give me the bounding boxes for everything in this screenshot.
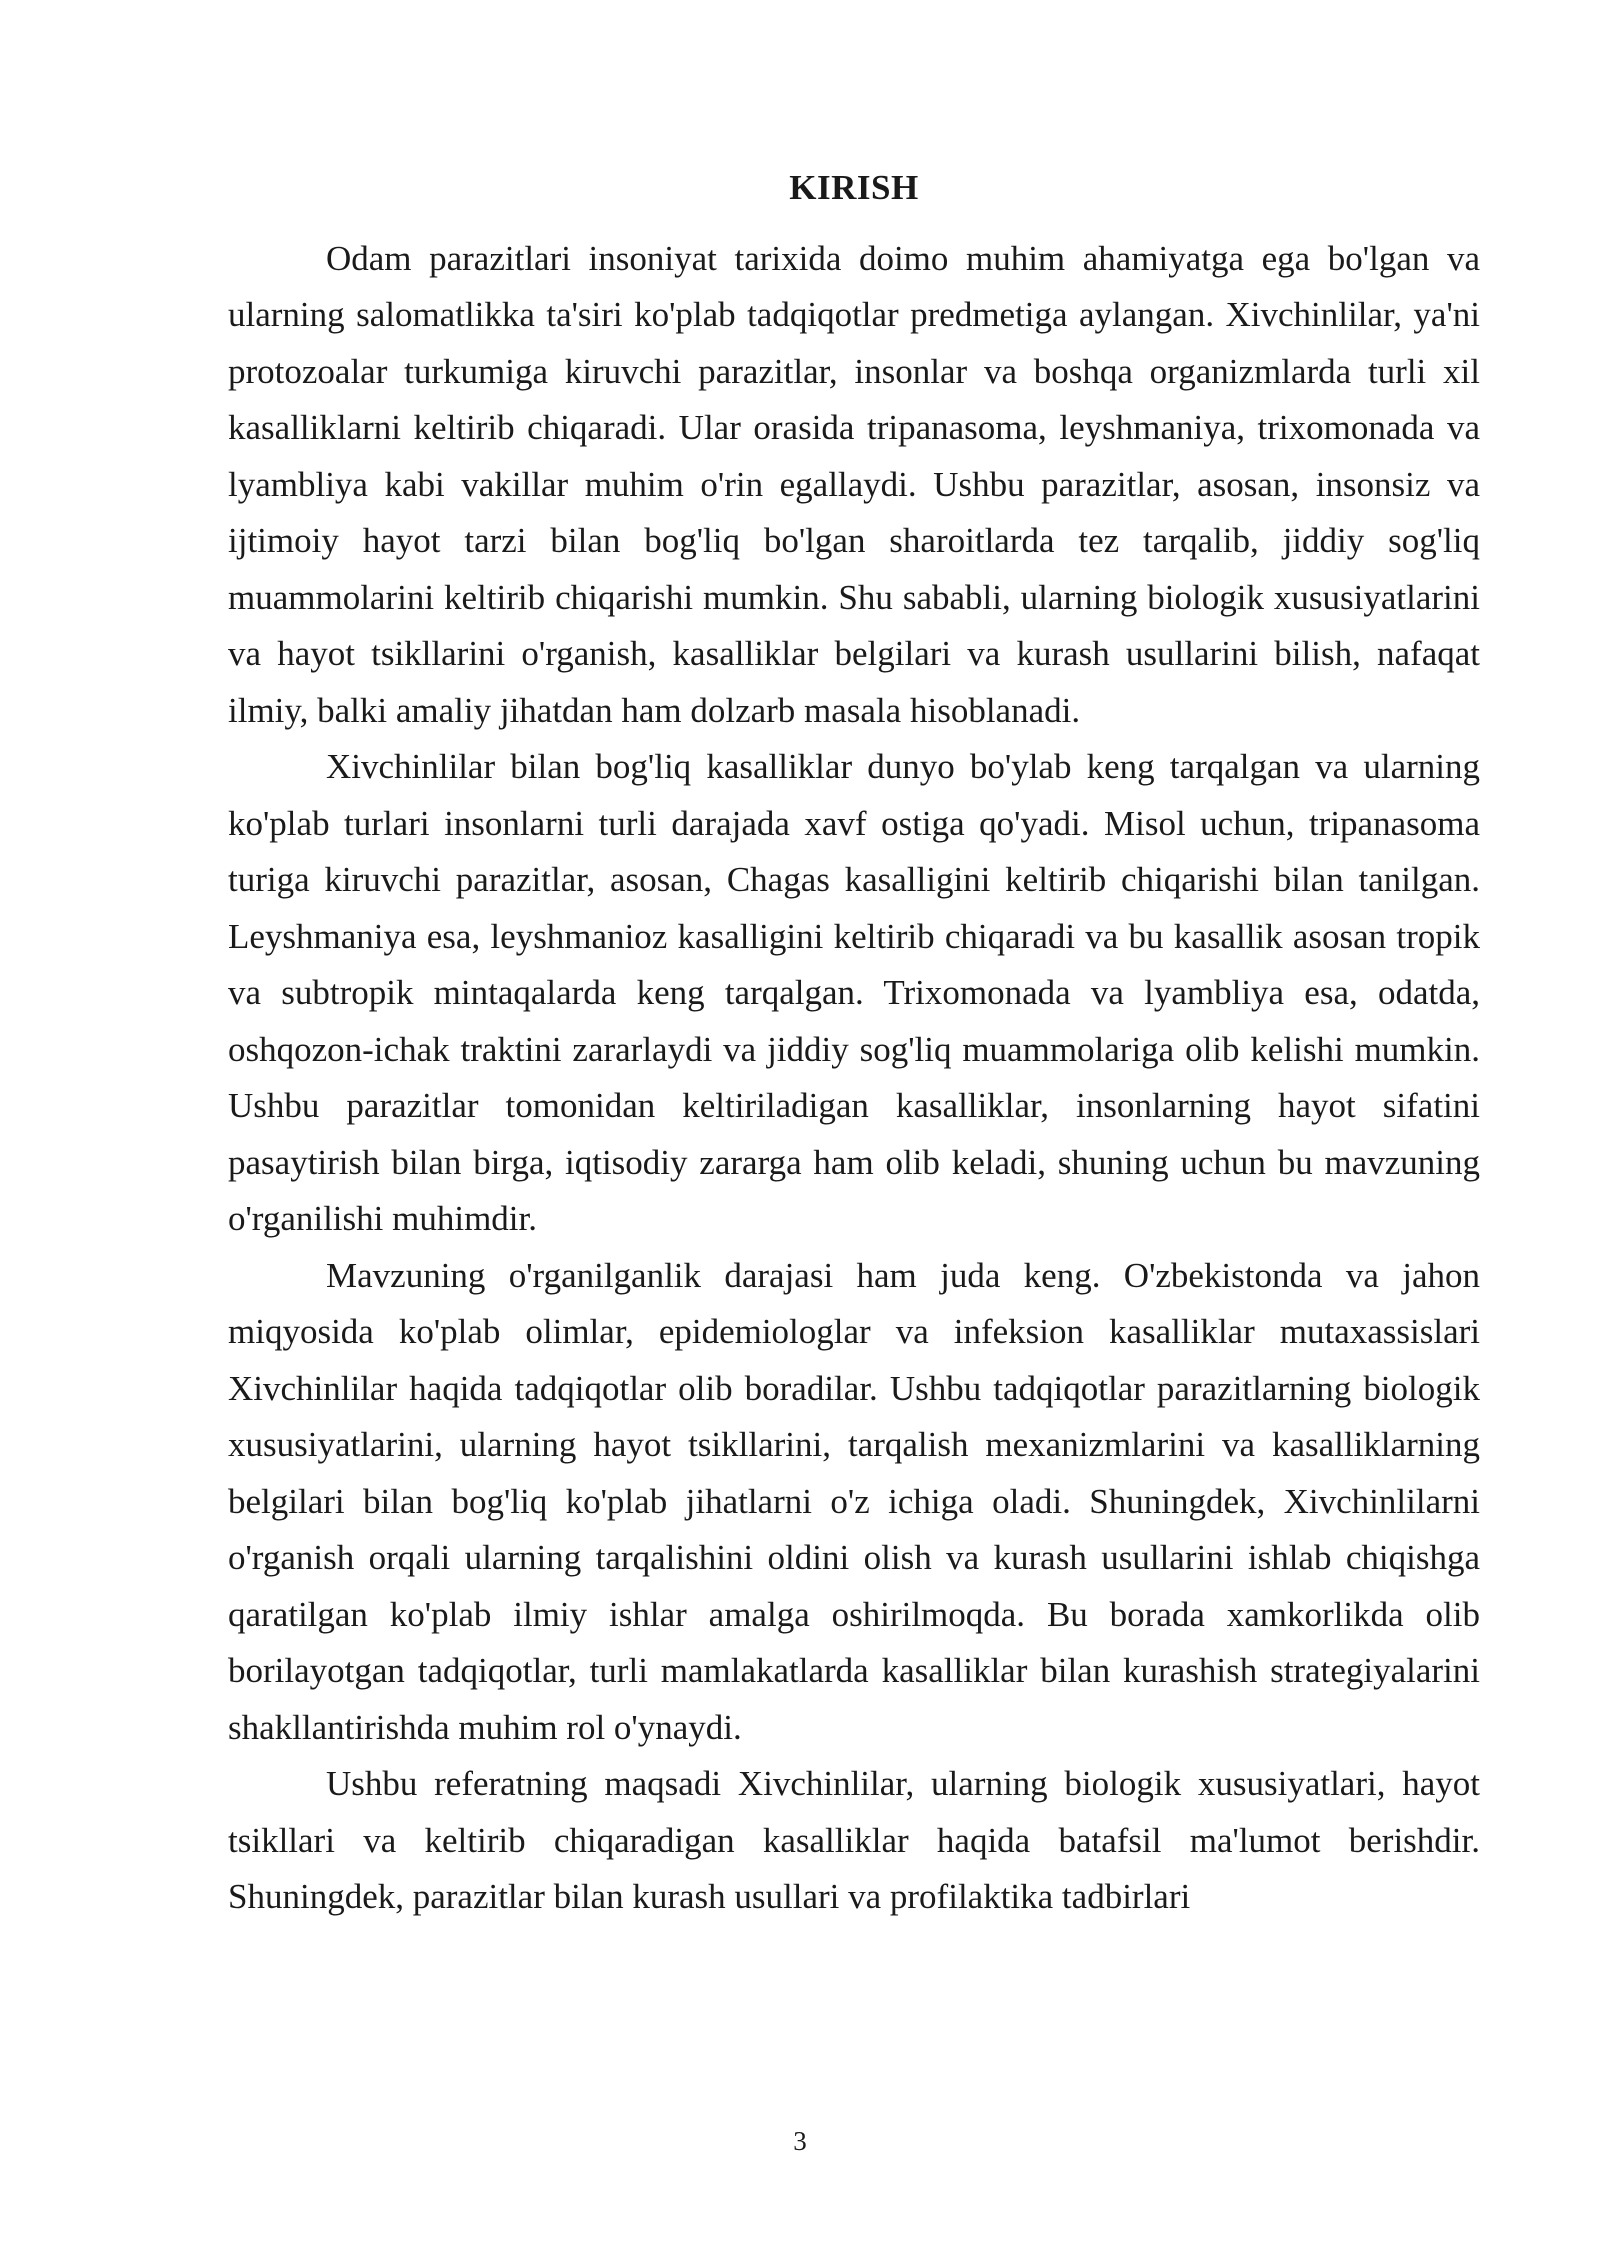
section-heading: KIRISH [789, 168, 919, 207]
paragraph-1: Odam parazitlari insoniyat tarixida doimo muhim ahamiyatga ega bo'lgan va ularning salomatlikka ta'siri ko'plab tadqiqotlar predmetiga aylangan. Xivchinlilar, ya'ni protozoalar turkumiga kiruvchi parazitlar, insonlar va boshqa organizmlarda turli xil kasalliklarni keltirib chiqaradi. Ular orasida tripanasoma, leyshmaniya, trixomonada va lyambliya kabi vakillar muhim o'rin egallaydi. Ushbu parazitlar, asosan, insonsiz va ijtimoiy hayot tarzi bilan bog'liq bo'lgan sharoitlarda tez tarqalib, jiddiy sog'liq muammolarini keltirib chiqarishi mumkin. Shu sababli, ularning biologik xususiyatlarini va hayot tsikllarini o'rganish, kasalliklar belgilari va kurash usullarini bilish, nafaqat ilmiy, balki amaliy jihatdan ham dolzarb masala hisoblanadi. [228, 238, 1480, 730]
page-content [228, 160, 1480, 1926]
page-number: 3 [793, 2126, 807, 2156]
paragraph-4: Ushbu referatning maqsadi Xivchinlilar, ularning biologik xususiyatlari, hayot tsikllari va keltirib chiqaradigan kasalliklar haqida batafsil ma'lumot berishdir. Shuningdek, parazitlar bilan kurash usullari va profilaktika tadbirlari [228, 1764, 1480, 1916]
paragraph-3: Mavzuning o'rganilganlik darajasi ham juda keng. O'zbekistonda va jahon miqyosida ko'plab olimlar, epidemiologlar va infeksion kasalliklar mutaxassislari Xivchinlilar haqida tadqiqotlar olib boradilar. Ushbu tadqiqotlar parazitlarning biologik xususiyatlarini, ularning hayot tsikllarini, tarqalish mexanizmlarini va kasalliklarning belgilari bilan bog'liq ko'plab jihatlarni o'z ichiga oladi. Shuningdek, Xivchinlilarni o'rganish orqali ularning tarqalishini oldini olish va kurash usullarini ishlab chiqishga qaratilgan ko'plab ilmiy ishlar amalga oshirilmoqda. Bu borada xamkorlikda olib borilayotgan tadqiqotlar, turli mamlakatlarda kasalliklar bilan kurashish strategiyalarini shakllantirishda muhim rol o'ynaydi. [228, 1255, 1480, 1747]
paragraph-2: Xivchinlilar bilan bog'liq kasalliklar dunyo bo'ylab keng tarqalgan va ularning ko'plab turlari insonlarni turli darajada xavf ostiga qo'yadi. Misol uchun, tripanasoma turiga kiruvchi parazitlar, asosan, Chagas kasalligini keltirib chiqarishi bilan tanilgan. Leyshmaniya esa, leyshmanioz kasalligini keltirib chiqaradi va bu kasallik asosan tropik va subtropik mintaqalarda keng tarqalgan. Trixomonada va lyambliya esa, odatda, oshqozon-ichak traktini zararlaydi va jiddiy sog'liq muammolariga olib kelishi mumkin. Ushbu parazitlar tomonidan keltiriladigan kasalliklar, insonlarning hayot sifatini pasaytirish bilan birga, iqtisodiy zararga ham olib keladi, shuning uchun bu mavzuning o'rganilishi muhimdir. [228, 747, 1480, 1238]
